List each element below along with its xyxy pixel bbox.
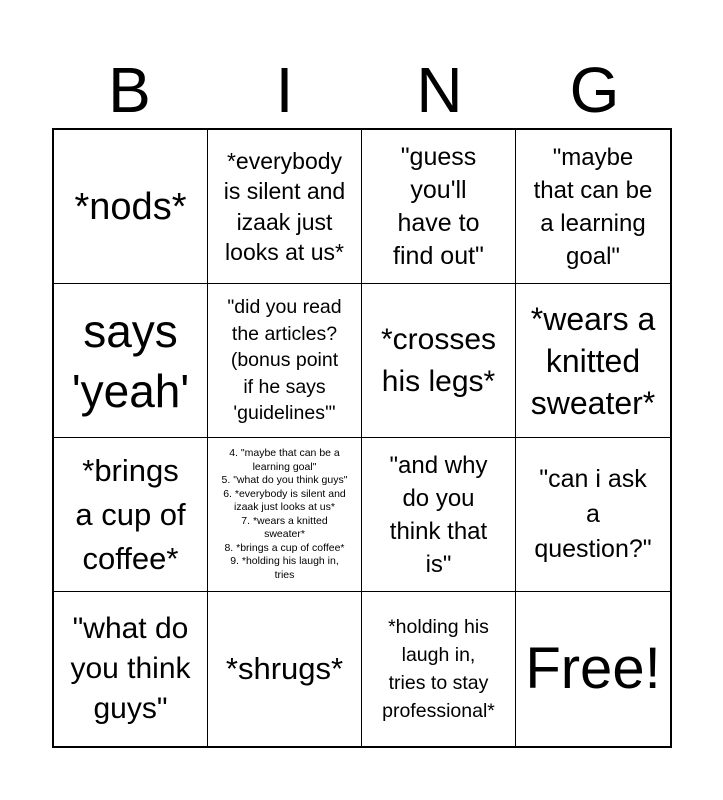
- cell-text: "can i ask a question?": [534, 465, 652, 563]
- header-letter-i: I: [275, 54, 294, 126]
- bingo-cell-r2c1[interactable]: [54, 284, 208, 438]
- header-letter-b: B: [108, 54, 151, 126]
- cell-text: "and why do you think that is": [389, 451, 488, 578]
- bingo-cell-r1c1[interactable]: [54, 130, 208, 284]
- bingo-cell-r2c4[interactable]: [516, 284, 670, 438]
- cell-text: *everybody is silent and izaak just looks at us*: [223, 147, 346, 265]
- bingo-cell-r3c3[interactable]: [362, 438, 516, 592]
- bingo-cell-r1c3[interactable]: [362, 130, 516, 284]
- free-space-label: Free!: [525, 636, 661, 701]
- cell-text: *shrugs*: [225, 651, 344, 686]
- cell-text: *nods*: [74, 185, 187, 228]
- bingo-cell-r3c4[interactable]: [516, 438, 670, 592]
- cell-text: says 'yeah': [71, 304, 190, 417]
- cell-text: "what do you think guys": [70, 612, 191, 725]
- bingo-cell-free[interactable]: [516, 592, 670, 746]
- bingo-cell-r3c2[interactable]: [208, 438, 362, 592]
- bingo-cell-r4c1[interactable]: [54, 592, 208, 746]
- cell-text: *brings a cup of coffee*: [75, 452, 186, 576]
- header-letter-n: N: [416, 54, 463, 126]
- bingo-cell-r3c1[interactable]: [54, 438, 208, 592]
- bingo-cell-r1c4[interactable]: [516, 130, 670, 284]
- cell-text: "guess you'll have to find out": [393, 142, 484, 270]
- header-letter-g: G: [569, 54, 620, 126]
- cell-text: *wears a knitted sweater*: [530, 300, 656, 421]
- cell-text: 4. "maybe that can be a learning goal" 5. "what do you think guys" 6. *everybody is silent and izaak just looks at us* 7. *wears a knitted sweater* 8. *brings a cup of coffee* 9. *holding his laugh in, tries: [221, 447, 348, 581]
- bingo-cell-r4c3[interactable]: [362, 592, 516, 746]
- bingo-cell-r1c2[interactable]: [208, 130, 362, 284]
- cell-text: "did you read the articles? (bonus point if he says 'guidelines'": [227, 296, 342, 425]
- cell-text: *holding his laugh in, tries to stay professional*: [382, 616, 495, 722]
- bingo-header: [52, 52, 672, 128]
- cell-text: "maybe that can be a learning goal": [533, 143, 653, 270]
- bingo-board: [52, 128, 672, 748]
- bingo-cell-r2c2[interactable]: [208, 284, 362, 438]
- bingo-cell-r2c3[interactable]: [362, 284, 516, 438]
- cell-text: *crosses his legs*: [380, 322, 497, 398]
- bingo-cell-r4c2[interactable]: [208, 592, 362, 746]
